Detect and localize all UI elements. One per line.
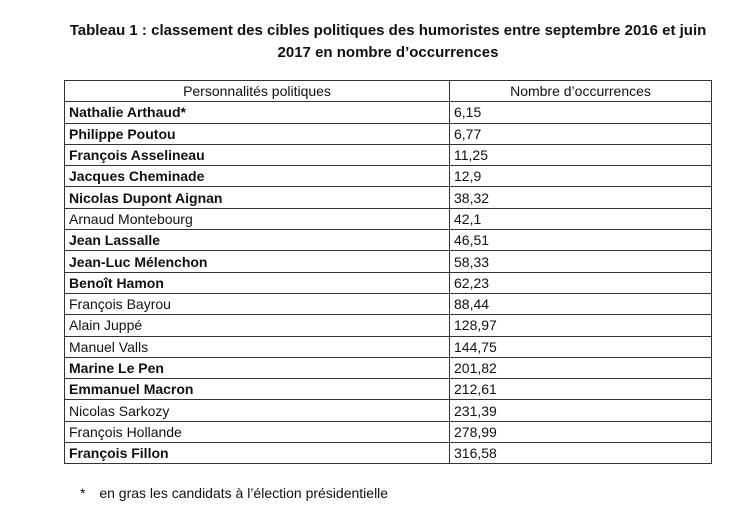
politician-name-cell: François Fillon — [65, 443, 450, 464]
occurrence-count-cell: 38,32 — [450, 187, 712, 208]
occurrence-count-cell: 6,77 — [450, 123, 712, 144]
politician-name-cell: Alain Juppé — [65, 315, 450, 336]
footnote-text: en gras les candidats à l’élection présidentielle — [99, 485, 389, 501]
table-header-row — [65, 81, 712, 102]
occurrence-count-cell: 42,1 — [450, 208, 712, 229]
occurrence-count-cell: 212,61 — [450, 379, 712, 400]
table-row — [65, 443, 712, 464]
column-header-occurrences: Nombre d’occurrences — [450, 81, 712, 102]
table-row — [65, 272, 712, 293]
table-row — [65, 400, 712, 421]
occurrence-count-cell: 6,15 — [450, 102, 712, 123]
politician-name-cell: Arnaud Montebourg — [65, 208, 450, 229]
table-row — [65, 357, 712, 378]
occurrences-table — [64, 80, 712, 464]
table-row — [65, 166, 712, 187]
table-row — [65, 144, 712, 165]
occurrence-count-cell: 201,82 — [450, 357, 712, 378]
table-row — [65, 379, 712, 400]
politician-name-cell: Jean-Luc Mélenchon — [65, 251, 450, 272]
politician-name-cell: Jean Lassalle — [65, 230, 450, 251]
table-row — [65, 421, 712, 442]
footnote-marker: * — [80, 485, 86, 501]
politician-name-cell: Nathalie Arthaud* — [65, 102, 450, 123]
occurrence-count-cell: 58,33 — [450, 251, 712, 272]
table-caption: Tableau 1 : classement des cibles politiques des humoristes entre septembre 2016 et juin 2017 en nombre d’occurrences — [69, 22, 707, 61]
politician-name-cell: François Asselineau — [65, 144, 450, 165]
table-row — [65, 251, 712, 272]
table-row — [65, 123, 712, 144]
table-row — [65, 336, 712, 357]
table-body — [65, 102, 712, 464]
occurrence-count-cell: 12,9 — [450, 166, 712, 187]
table-row — [65, 102, 712, 123]
politician-name-cell: Nicolas Sarkozy — [65, 400, 450, 421]
occurrence-count-cell: 231,39 — [450, 400, 712, 421]
occurrence-count-cell: 88,44 — [450, 293, 712, 314]
politician-name-cell: François Bayrou — [65, 293, 450, 314]
table-row — [65, 315, 712, 336]
occurrence-count-cell: 144,75 — [450, 336, 712, 357]
occurrence-count-cell: 128,97 — [450, 315, 712, 336]
occurrence-count-cell: 62,23 — [450, 272, 712, 293]
politician-name-cell: Emmanuel Macron — [65, 379, 450, 400]
table-row — [65, 230, 712, 251]
occurrence-count-cell: 46,51 — [450, 230, 712, 251]
politician-name-cell: Benoît Hamon — [65, 272, 450, 293]
occurrence-count-cell: 316,58 — [450, 443, 712, 464]
table-row — [65, 208, 712, 229]
politician-name-cell: Manuel Valls — [65, 336, 450, 357]
politician-name-cell: Philippe Poutou — [65, 123, 450, 144]
occurrence-count-cell: 278,99 — [450, 421, 712, 442]
table-row — [65, 293, 712, 314]
politician-name-cell: François Hollande — [65, 421, 450, 442]
politician-name-cell: Marine Le Pen — [65, 357, 450, 378]
footnote — [80, 483, 388, 503]
politician-name-cell: Jacques Cheminade — [65, 166, 450, 187]
column-header-personnalites: Personnalités politiques — [65, 81, 450, 102]
politician-name-cell: Nicolas Dupont Aignan — [65, 187, 450, 208]
table-row — [65, 187, 712, 208]
occurrence-count-cell: 11,25 — [450, 144, 712, 165]
